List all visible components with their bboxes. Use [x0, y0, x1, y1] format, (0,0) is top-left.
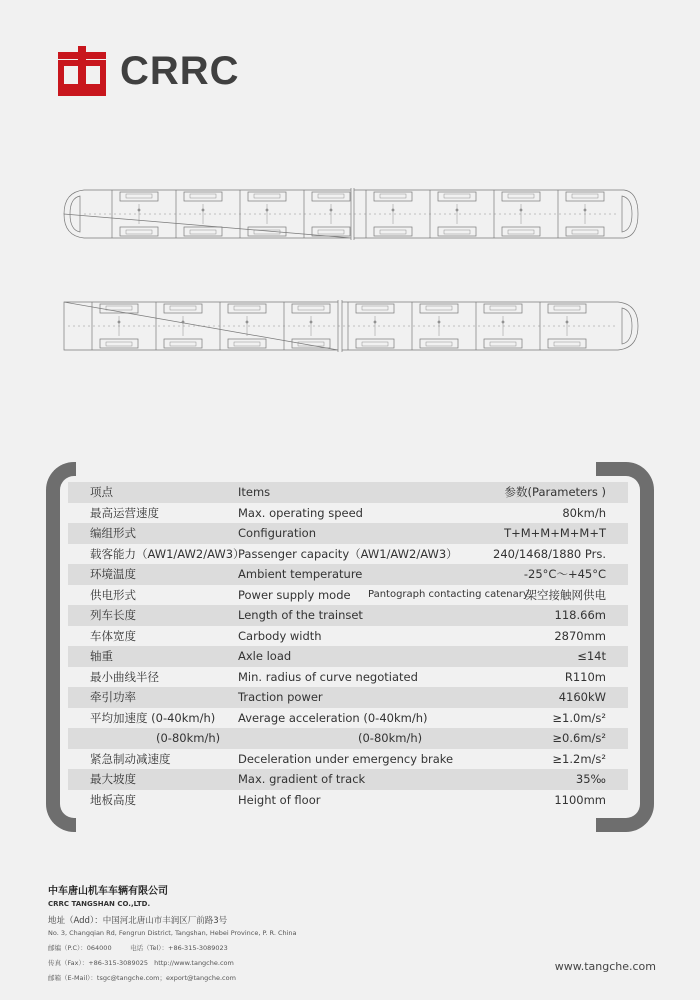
row-val: 架空接触网供电 [525, 587, 606, 602]
row-val: ≥1.0m/s² [552, 710, 606, 725]
row-en: Axle load [238, 649, 292, 663]
train-plan-bottom [56, 298, 646, 354]
row-cn: 编组形式 [90, 526, 136, 540]
row-cn: 载客能力（AW1/AW2/AW3） [90, 546, 245, 561]
spec-header-row [68, 482, 628, 503]
row-en: Length of the trainset [238, 608, 363, 622]
tel: 电话（Tel）：+86-315-3089023 [130, 944, 228, 952]
brand-name: CRRC [120, 49, 240, 93]
contact-line-1 [48, 943, 658, 952]
table-row [68, 523, 628, 544]
company-name-en: CRRC TANGSHAN CO.,LTD. [48, 900, 151, 908]
header-parameters: 参数(Parameters ) [504, 485, 606, 499]
row-en-sub: Pantograph contacting catenary [368, 588, 529, 600]
row-val: 80km/h [562, 505, 606, 520]
header-items-cn: 项点 [90, 485, 113, 499]
row-cn: 紧急制动减速度 [90, 751, 171, 766]
row-en: Traction power [238, 690, 323, 704]
table-row [68, 749, 628, 770]
address-en: No. 3, Changqian Rd, Fengrun District, Tangshan, Hebei Province, P. R. China [48, 929, 297, 937]
row-en: Height of floor [238, 792, 321, 807]
row-en: Max. operating speed [238, 505, 363, 520]
row-en: Ambient temperature [238, 567, 363, 581]
row-cn: 列车长度 [90, 608, 136, 622]
row-val: ≥1.2m/s² [552, 751, 606, 766]
table-row [68, 564, 628, 585]
row-val: 118.66m [554, 608, 606, 622]
row-val: 2870mm [554, 628, 606, 643]
row-cn: 车体宽度 [90, 628, 136, 643]
row-val: R110m [564, 669, 606, 684]
crrc-logo [58, 46, 240, 96]
row-val: 4160kW [558, 690, 606, 704]
table-row [68, 667, 628, 688]
row-val: 240/1468/1880 Prs. [493, 546, 606, 561]
row-en: Deceleration under emergency brake [238, 751, 454, 766]
row-val: ≤14t [577, 649, 606, 663]
row-en: Configuration [238, 526, 316, 540]
row-en: Passenger capacity（AW1/AW2/AW3） [238, 546, 458, 561]
row-val: ≥0.6m/s² [552, 731, 606, 745]
row-cn: 地板高度 [90, 792, 136, 807]
table-row [68, 503, 628, 524]
row-cn: 最高运营速度 [90, 505, 159, 520]
table-row [68, 687, 628, 708]
row-cn: 最小曲线半径 [90, 669, 159, 684]
row-val: 1100mm [554, 792, 606, 807]
table-row [68, 646, 628, 667]
row-en: (0-80km/h) [358, 731, 423, 745]
spec-table [68, 482, 628, 810]
fax: 传真（Fax）：+86-315-3089025 [48, 959, 148, 967]
row-val: -25°C～+45°C [523, 567, 606, 581]
email-line[interactable]: 邮箱（E-Mail）：tsgc@tangche.com；export@tangche.com [48, 974, 236, 982]
row-val: 35‰ [575, 772, 606, 786]
website-url[interactable]: http://www.tangche.com [154, 959, 234, 967]
table-row [68, 769, 628, 790]
train-plan-top [56, 186, 646, 242]
website-link[interactable]: www.tangche.com [554, 960, 656, 973]
row-cn: 环境温度 [90, 567, 136, 581]
postcode: 邮编（P.C）：064000 [48, 944, 112, 952]
spec-frame [46, 462, 654, 832]
row-en: Min. radius of curve negotiated [238, 669, 418, 684]
header-items-en: Items [238, 485, 271, 499]
row-en: Max. gradient of track [238, 772, 366, 786]
row-cn: 平均加速度 (0-40km/h) [90, 710, 216, 725]
row-cn: 轴重 [90, 649, 113, 663]
row-val: T+M+M+M+M+T [504, 526, 606, 540]
table-row [68, 605, 628, 626]
address-cn: 地址（Add）：中国河北唐山市丰润区厂前路3号 [48, 916, 228, 926]
company-name-cn: 中车唐山机车车辆有限公司 [48, 886, 168, 897]
row-cn: 最大坡度 [90, 772, 136, 786]
row-cn: (0-80km/h) [156, 731, 221, 745]
row-en: Power supply mode [238, 587, 351, 602]
table-row [68, 626, 628, 647]
row-en: Average acceleration (0-40km/h) [238, 710, 428, 725]
row-en: Carbody width [238, 628, 322, 643]
row-cn: 供电形式 [90, 587, 136, 602]
table-row [68, 708, 628, 729]
crrc-logo-mark-icon [58, 46, 106, 96]
table-row [68, 544, 628, 565]
row-cn: 牵引功率 [90, 690, 136, 704]
table-row [68, 790, 628, 811]
table-row [68, 728, 628, 749]
table-row [68, 585, 628, 606]
